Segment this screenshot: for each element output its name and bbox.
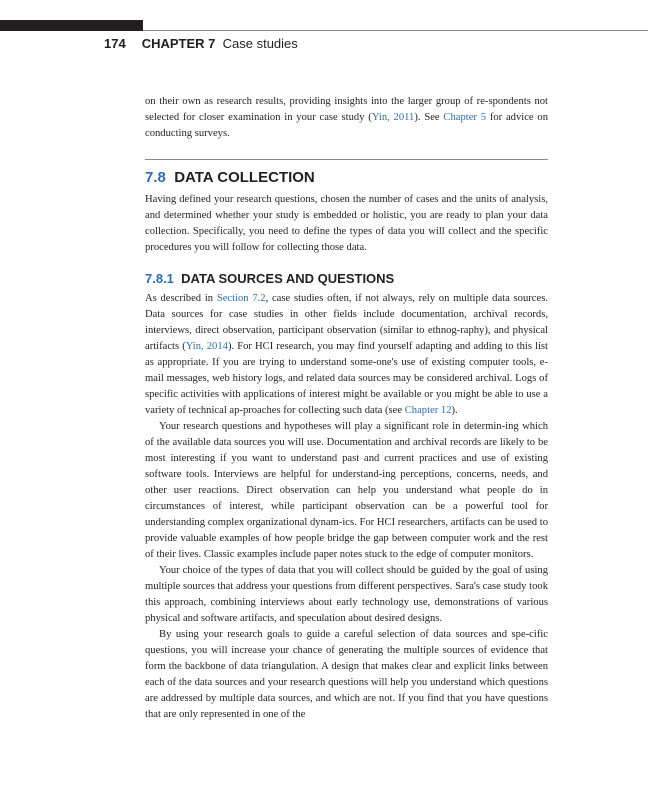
section-title: DATA COLLECTION [174,169,315,186]
paragraph: Your research questions and hypotheses will play a significant role in determin-ing which of the available data sources you will use. Documentation and archival records are likely to be most interesting if you want to understand past and current practices and use of existing software tools. Interviews are helpful for understand-ing perceptions, concerns, needs, and other user reactions. Direct observation can help you understand what people do in circumstances of interest, while participant observation can be a powerful tool for understanding complex organizational dynam-ics. For HCI researchers, artifacts can be used to provide valuable examples of how people bridge the gap between computer work and the rest of their lives. Classic examples include paper notes stuck to the edge of computer monitors. [145,421,548,560]
text-run: for advice on conducting surveys. [145,112,549,139]
text-run: As described in [145,293,217,304]
page-number: 174 [104,36,126,51]
paragraph [145,291,548,419]
paragraph: Your choice of the types of data that you will collect should be guided by the goal of using multiple sources that address your questions from different perspectives. Sara's case study took this approach, combining interviews about early technology use, demonstrations of various physical and software artifacts, and speculation about desired designs. [145,565,548,624]
section-7-2-link[interactable]: Section 7.2 [216,293,266,304]
section-rule [145,159,548,160]
section-heading-7-8 [145,168,548,188]
text-run: , case studies often, if not always, rely on multiple data sources. Data sources for case studies in other fields include documentation, archival records, interviews, direct observation, participant observation (similar to ethnog-raphy), and physical artifacts ( [145,293,548,352]
text-run: ). For HCI research, you may find yourself adapting and adding to this list as appropriate. If you are trying to understand some-one's use of existing computer tools, e-mail messages, web history logs, and related data sources may be considered archival. Logs of specific activities with applications of interest might be available or you might be able to use a variety of technical ap-proaches for collecting such data (see [145,341,548,416]
chapter-title: Case studies [222,36,298,51]
header-rule [143,30,648,31]
section-number: 7.8 [145,169,166,186]
citation-yin-2011[interactable]: Yin, 2011 [371,112,415,123]
page-body [145,94,548,723]
subsection-title: DATA SOURCES AND QUESTIONS [181,271,395,286]
paragraph-continued [145,94,548,142]
paragraph: Having defined your research questions, chosen the number of cases and the units of analysis, and determined whether your study is embedded or holistic, you are ready to plan your data collection. Specifically, you need to define the types of data you will collect and the specific procedures you will follow for collecting those data. [145,194,548,253]
text-run: on their own as research results, providing insights into the larger group of re-spondents not selected for closer examination in your case study ( [145,96,548,123]
chapter-5-link[interactable]: Chapter 5 [443,112,487,123]
subsection-number: 7.8.1 [145,271,174,286]
text-run: ). See [414,112,444,123]
paragraph: By using your research goals to guide a careful selection of data sources and spe-cific questions, you will increase your chance of generating the multiple sources of evidence that form the backbone of data triangulation. A design that makes clear and explicit links between each of the data sources and your research questions will help you understand which questions are addressed by multiple data sources, and which are not. If you find that you have questions that are only represented in one of the [145,629,548,720]
section-heading-7-8-1 [145,270,548,288]
chapter-12-link[interactable]: Chapter 12 [404,405,452,416]
header-bar [0,20,143,31]
citation-yin-2014[interactable]: Yin, 2014 [185,341,228,352]
chapter-label: CHAPTER 7 [141,36,216,51]
text-run: ). [451,405,458,416]
running-header [104,36,298,51]
